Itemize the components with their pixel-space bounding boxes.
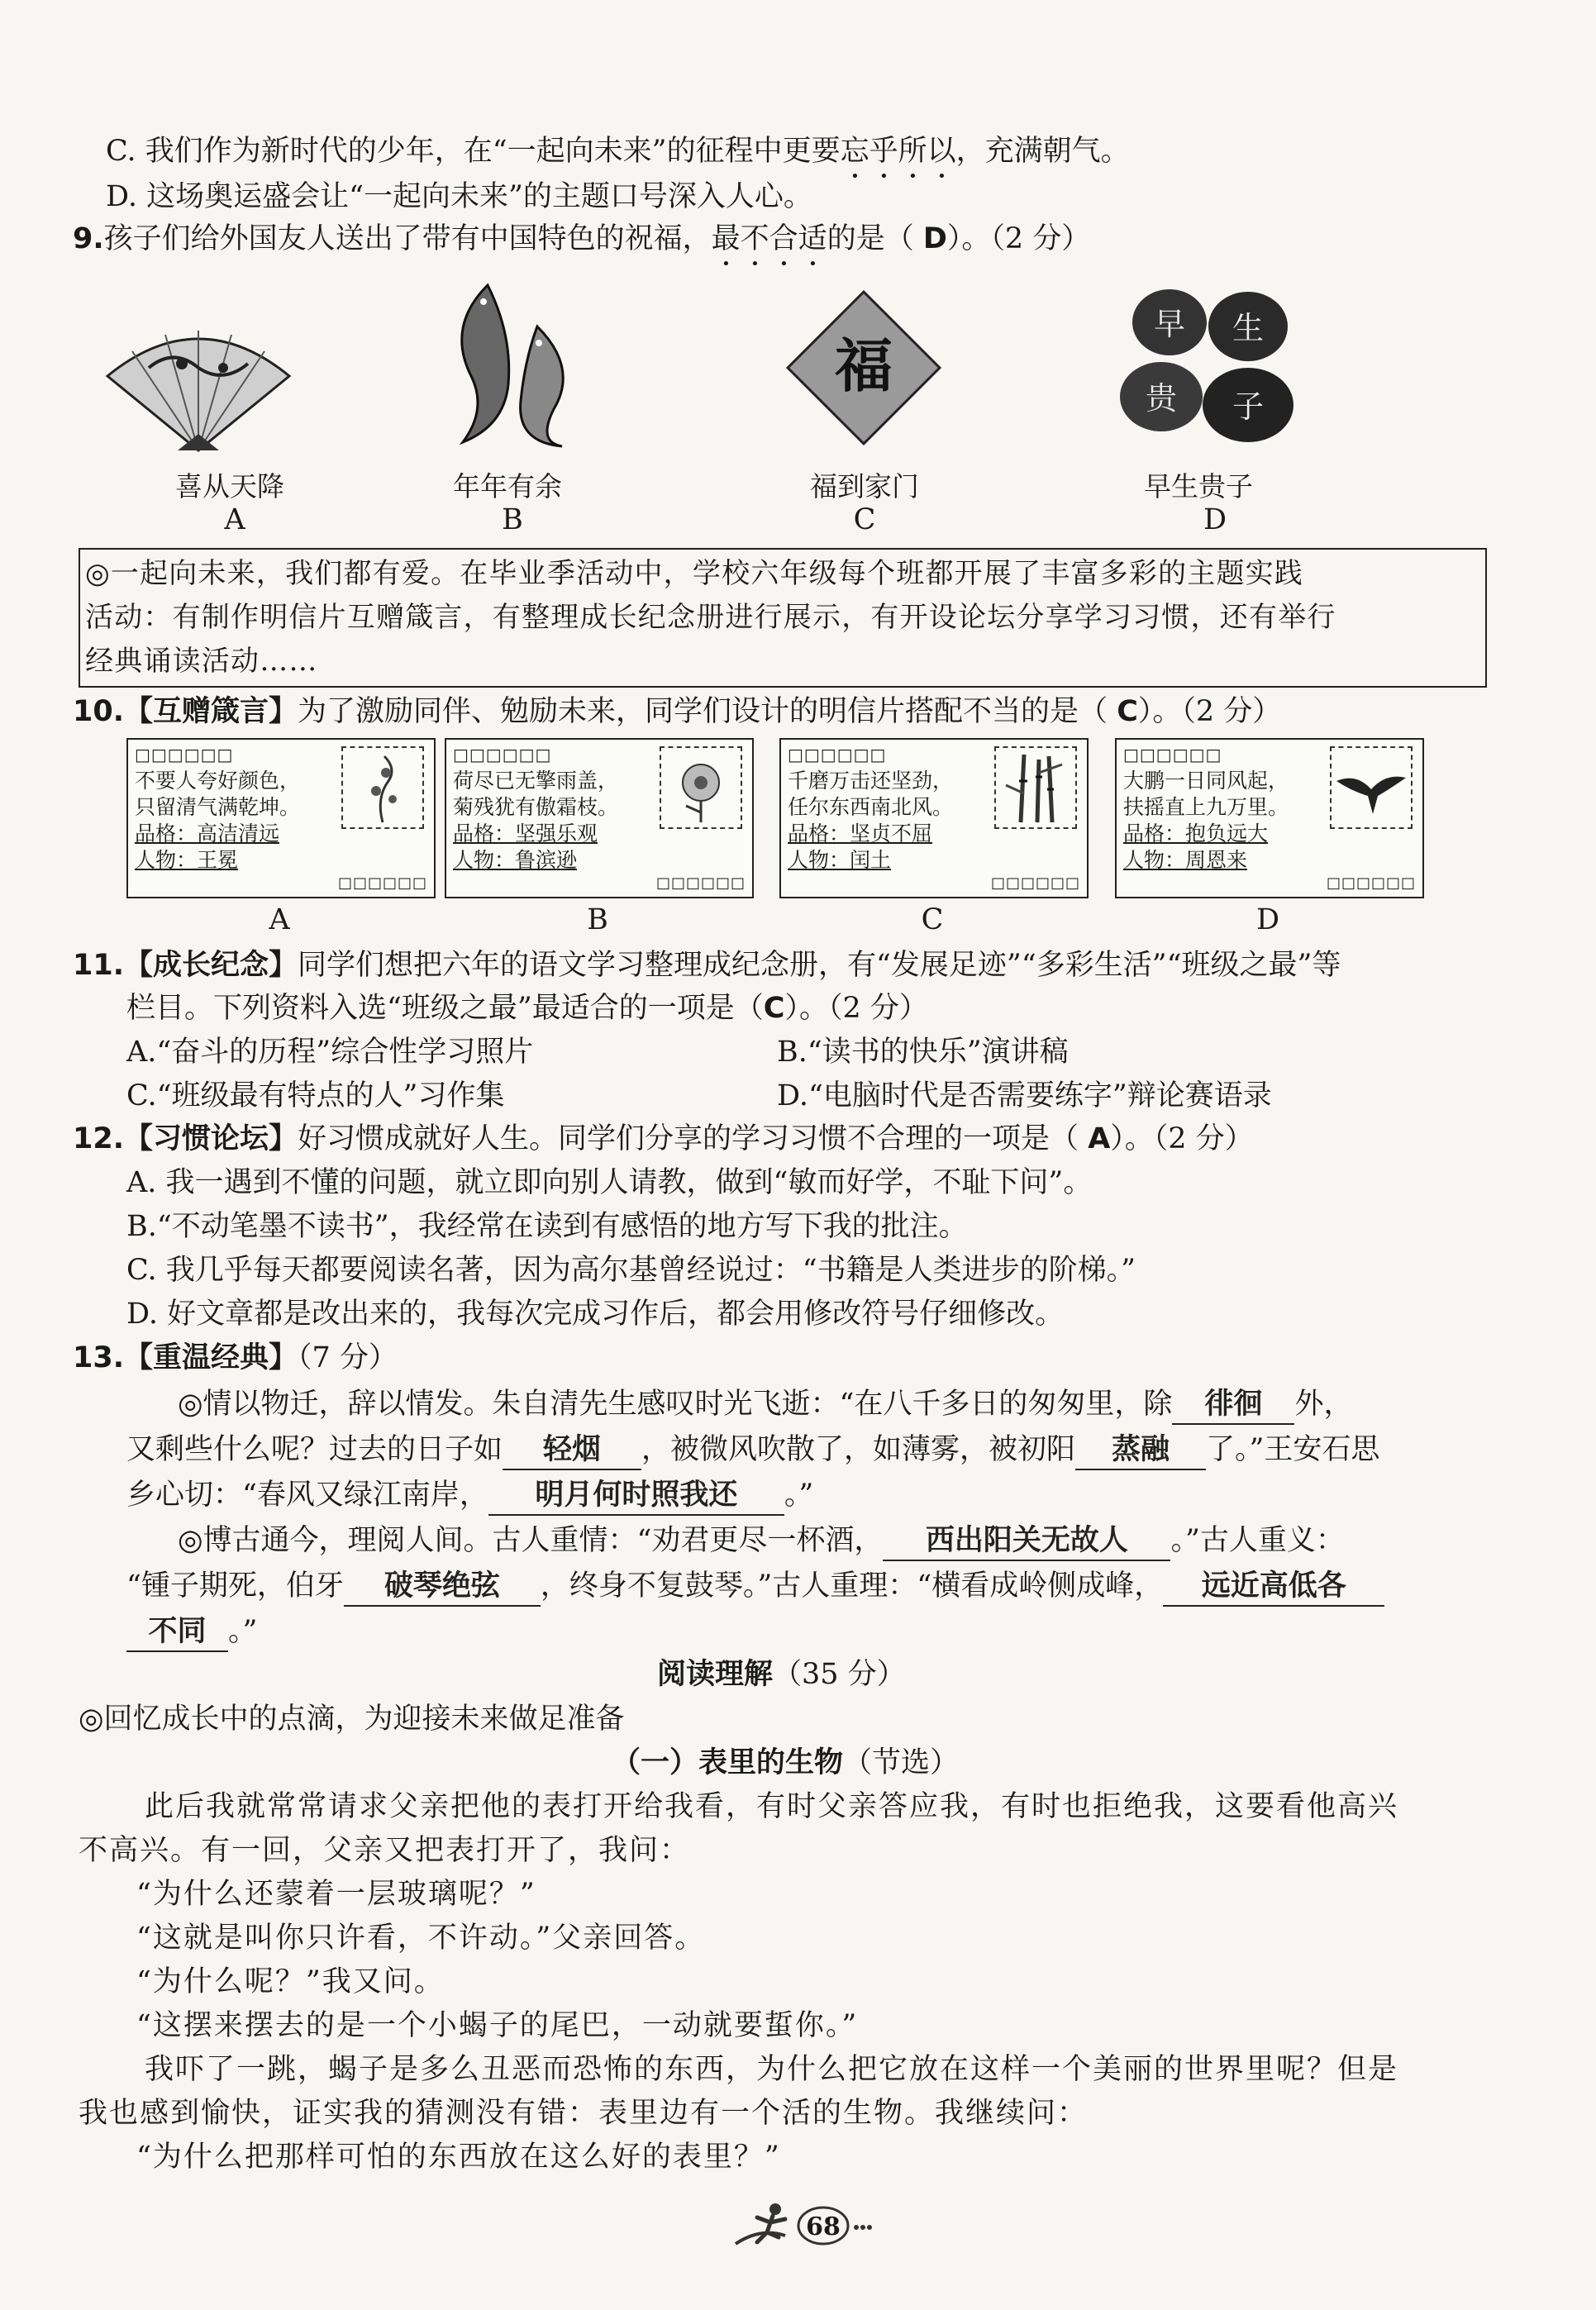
folding-fan-icon [99,318,298,459]
q8-option-d: D. 这场奥运盛会让“一起向未来”的主题口号深入人心。 [106,180,812,213]
q12-answer: A [1088,1122,1111,1155]
q12-option-c: C. 我几乎每天都要阅读名著，因为高尔基曾经说过：“书籍是人类进步的阶梯。” [126,1254,1136,1287]
reading-heading: 阅读理解（35 分） [657,1658,906,1691]
q12-option-b: B.“不动笔墨不读书”，我经常在读到有感悟的地方写下我的批注。 [126,1210,968,1243]
q13-blank-5[interactable]: 西出阳关无故人 [883,1522,1170,1561]
q13-line-5: “锺子期死，伯牙 破琴绝弦 ，终身不复鼓琴。”古人重理：“横看成岭侧成峰， 远近高低各 [126,1567,1384,1607]
q13-blank-4[interactable]: 明月何时照我还 [488,1476,784,1516]
fu-diamond-icon [781,285,946,450]
q13-blank-1[interactable]: 徘徊 [1172,1385,1294,1425]
q9-answer: D [922,222,947,255]
q9-caption-b: 年年有余 [453,470,562,502]
passage-para-6: 我吓了一跳，蝎子是多么丑恶而恐怖的东西，为什么把它放在这样一个美丽的世界里呢？但是 [145,2053,1399,2086]
plum-blossom-icon [341,746,424,829]
q13-blank-7-cont[interactable]: 不同 [126,1612,228,1652]
koi-fish-icon [438,277,583,450]
q8-option-c: C. 我们作为新时代的少年，在“一起向未来”的征程中更要忘乎所以，充满朝气。 [106,135,1130,168]
q13-line-2: 又剩些什么呢？过去的日子如 轻烟 ，被微风吹散了，如薄雾，被初阳 蒸融 了。”王安石思 [126,1431,1379,1470]
q13-stem: 13.【重温经典】（7 分） [73,1341,398,1374]
q9-caption-a: 喜从天降 [175,470,284,502]
passage-para-4: “为什么呢？”我又问。 [136,1965,445,1998]
page-number: 68 [806,2212,841,2241]
q9-letter-c: C [853,503,876,536]
q13-blank-2[interactable]: 轻烟 [503,1431,641,1470]
q13-line-4: ◎博古通今，理阅人间。古人重情：“劝君更尽一杯酒， 西出阳关无故人 。”古人重义： [178,1522,1345,1561]
passage-para-2: “为什么还蒙着一层玻璃呢？” [136,1878,536,1911]
reading-intro: ◎回忆成长中的点滴，为迎接未来做足准备 [79,1703,625,1736]
svg-text:贵: 贵 [1145,380,1178,417]
q9-letter-a: A [224,503,245,536]
q10-answer: C [1117,695,1138,728]
q13-line-3: 乡心切：“春风又绿江南岸， 明月何时照我还 。” [126,1476,813,1516]
svg-text:福: 福 [835,332,893,400]
q11-stem-2: 栏目。下列资料入选“班级之最”最适合的一项是（C）。（2 分） [126,992,928,1025]
q13-blank-3[interactable]: 蒸融 [1075,1431,1206,1470]
passage-para-7: “为什么把那样可怕的东西放在这么好的表里？” [136,2141,781,2174]
q12-option-d: D. 好文章都是改出来的，我每次完成习作后，都会用修改符号仔细修改。 [126,1298,1065,1331]
q13-line-6: 不同 。” [126,1612,257,1652]
passage-para-6b: 我也感到愉快，证实我的猜测没有错：表里边有一个活的生物。我继续问： [79,2097,1089,2130]
postcard-d: □□□□□□ 大鹏一日同风起， 扶摇直上九万里。 品格：抱负远大 人物：周恩来 □□□□□□ [1115,738,1424,898]
svg-text:早: 早 [1153,306,1186,342]
dates-nuts-icon [1112,273,1310,455]
q10-letter-b: B [587,903,608,936]
passage-para-5: “这摆来摆去的是一个小蝎子的尾巴，一动就要蜇你。” [136,2009,859,2042]
q10-stem: 10.【互赠箴言】为了激励同伴、勉励未来，同学们设计的明信片搭配不当的是（ C）。（2 分） [73,695,1282,728]
q9-letter-d: D [1203,503,1227,536]
q13-blank-6[interactable]: 破琴绝弦 [344,1567,541,1607]
postcard-b: □□□□□□ 荷尽已无擎雨盖， 菊残犹有傲霜枝。 品格：坚强乐观 人物：鲁滨逊 □□□□□□ [445,738,754,898]
svg-text:生: 生 [1232,310,1265,346]
chrysanthemum-icon [660,746,742,829]
q10-letter-c: C [921,903,944,936]
passage-para-1b: 不高兴。有一回，父亲又把表打开了，我问： [79,1834,691,1867]
q12-stem: 12.【习惯论坛】好习惯成就好人生。同学们分享的学习习惯不合理的一项是（ A）。（2 分） [73,1122,1254,1155]
q11-option-c: C.“班级最有特点的人”习作集 [126,1079,505,1112]
intro-box: ◎一起向未来，我们都有爱。在毕业季活动中，学校六年级每个班都开展了丰富多彩的主题实践 活动：有制作明信片互赠箴言，有整理成长纪念册进行展示，有开设论坛分享学习习惯，还有举行 经典诵读活动…… [79,548,1487,688]
q9-letter-b: B [502,503,523,536]
q9-caption-c: 福到家门 [810,470,919,502]
postcard-c: □□□□□□ 千磨万击还坚劲， 任尔东西南北风。 品格：坚贞不屈 人物：闰土 □□□□□□ [779,738,1089,898]
q11-answer: C [763,992,785,1025]
q11-option-b: B.“读书的快乐”演讲稿 [777,1036,1069,1069]
eagle-icon [1330,746,1413,829]
q13-line-1: ◎情以物迁，辞以情发。朱自清先生感叹时光飞逝：“在八千多日的匆匆里，除 徘徊 外， [178,1385,1352,1425]
q9-stem: 9.孩子们给外国友人送出了带有中国特色的祝福，最不合适的是（ D）。（2 分） [73,222,1091,255]
postcard-a: □□□□□□ 不要人夸好颜色， 只留清气满乾坤。 品格：高洁清远 人物：王冕 □□□□□□ [126,738,436,898]
q11-stem: 11.【成长纪念】同学们想把六年的语文学习整理成纪念册，有“发展足迹”“多彩生活”“班级之最”等 [73,949,1341,982]
bamboo-icon [994,746,1077,829]
svg-text:子: 子 [1232,388,1265,425]
q10-letter-d: D [1255,903,1280,936]
q12-option-a: A. 我一遇到不懂的问题，就立即向别人请教，做到“敏而好学，不耻下问”。 [126,1166,1093,1199]
q10-letter-a: A [269,903,290,936]
q9-caption-d: 早生贵子 [1144,470,1253,502]
q13-blank-7[interactable]: 远近高低各 [1163,1567,1384,1607]
passage-para-3: “这就是叫你只许看，不许动。”父亲回答。 [136,1922,706,1955]
passage-title: （一）表里的生物（节选） [612,1746,960,1779]
passage-para-1: 此后我就常常请求父亲把他的表打开给我看，有时父亲答应我，有时也拒绝我，这要看他高兴 [145,1790,1399,1823]
q11-option-d: D.“电脑时代是否需要练字”辩论赛语录 [777,1079,1272,1112]
q11-option-a: A.“奋斗的历程”综合性学习照片 [126,1036,534,1069]
